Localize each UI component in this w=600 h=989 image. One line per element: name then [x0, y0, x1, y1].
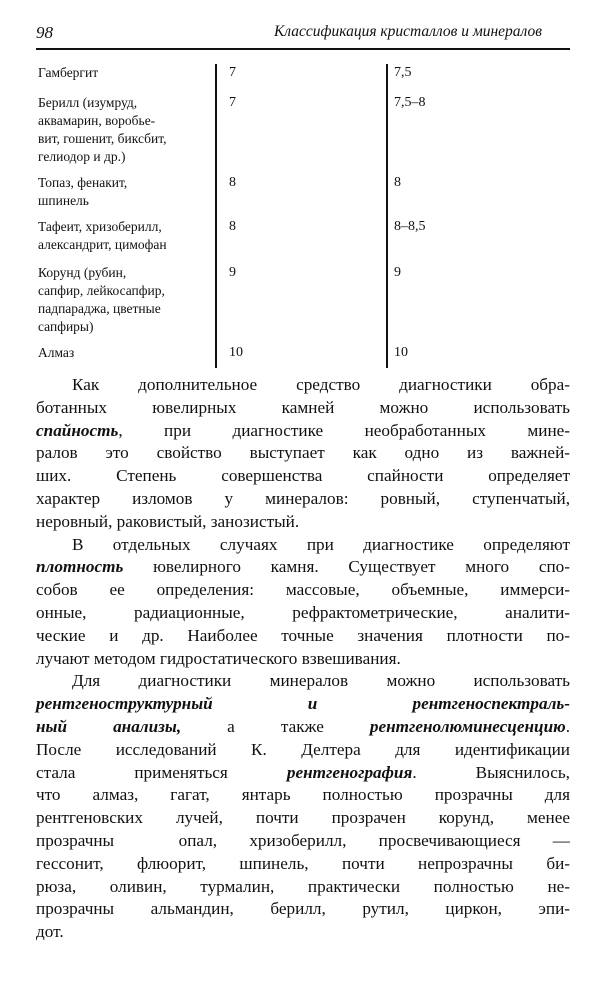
hardness-value: 8 [394, 175, 401, 190]
column-divider [386, 64, 388, 368]
mineral-name: Корунд (рубин, сапфир, лейкосапфир, падпараджа, цветные сапфиры) [38, 265, 165, 334]
term-x-ray-luminescence: рентгенолюминесценцию [369, 716, 566, 736]
text-run: лучают методом гидростатического взвешивания. [36, 648, 401, 668]
hardness-value: 7 [229, 65, 236, 80]
text-line [36, 693, 570, 716]
text-run: стала применяться [36, 762, 287, 782]
text-run: прозрачны опал, хризоберилл, просвечивающиеся — [36, 830, 570, 850]
text-run: ческие и др. Наиболее точные значения плотности по- [36, 625, 570, 645]
body-text [36, 374, 570, 944]
term-cleavage: спайность [36, 420, 119, 440]
text-line [36, 420, 570, 443]
term-x-ray-analyses-cont: ный анализы, [36, 716, 182, 736]
running-title: Классификация кристаллов и минералов [273, 23, 542, 40]
text-line [36, 488, 570, 511]
text-line [36, 579, 570, 602]
text-run: Как дополнительное средство диагностики обра- [72, 375, 570, 394]
hardness-value: 9 [394, 265, 401, 280]
column-divider [215, 64, 217, 368]
text-run: характер изломов у минералов: ровный, ступенчатый, [36, 488, 570, 508]
hardness-value: 7,5 [394, 65, 412, 80]
text-run: ботанных ювелирных камней можно использовать [36, 397, 570, 417]
text-line [36, 465, 570, 488]
text-run: а также [181, 716, 370, 736]
text-run: ралов это свойство выступает как одно из важней- [36, 443, 570, 463]
text-line [36, 807, 570, 830]
mineral-name: Берилл (изумруд, аквамарин, воробье- вит, гошенит, биксбит, гелиодор и др.) [38, 95, 167, 164]
text-run: ювелирного камня. Существует много спо- [123, 557, 570, 577]
text-line [36, 670, 570, 693]
text-line [36, 898, 570, 921]
hardness-value: 10 [229, 345, 243, 360]
text-run: рюза, оливин, турмалин, практически полностью не- [36, 876, 570, 896]
mineral-name: Алмаз [38, 345, 75, 360]
text-line [36, 853, 570, 876]
text-run: Для диагностики минералов можно использовать [72, 671, 570, 691]
hardness-value: 9 [229, 265, 236, 280]
text-run: прозрачны альмандин, берилл, рутил, циркон, эпи- [36, 899, 570, 919]
text-run: рентгеновских лучей, почти прозрачен корунд, менее [36, 808, 570, 828]
hardness-value: 7 [229, 95, 236, 110]
text-line [36, 602, 570, 625]
text-line [36, 784, 570, 807]
text-run: гессонит, флюорит, шпинель, почти непрозрачны би- [36, 853, 570, 873]
text-line [36, 648, 570, 671]
page-number: 98 [36, 23, 53, 42]
text-run: . Выяснилось, [412, 762, 570, 782]
text-line [36, 556, 570, 579]
text-run: собов ее определения: массовые, объемные, иммерси- [36, 580, 570, 600]
text-line [36, 830, 570, 853]
text-run: дот. [36, 922, 64, 942]
text-run: онные, радиационные, рефрактометрические, аналити- [36, 602, 570, 622]
text-line [36, 876, 570, 899]
hardness-table [38, 64, 568, 370]
term-x-ray-analyses: рентгеноструктурный и рентгеноспектраль- [36, 694, 570, 714]
text-line [36, 716, 570, 739]
text-run: После исследований К. Делтера для идентификации [36, 739, 570, 759]
term-density: плотность [36, 557, 124, 577]
text-line [36, 739, 570, 762]
term-radiography: рентгенография [286, 762, 413, 782]
text-run: В отдельных случаях при диагностике определяют [72, 534, 570, 554]
text-run: неровный, раковистый, занозистый. [36, 511, 300, 531]
text-line [36, 921, 570, 944]
hardness-value: 8 [229, 175, 236, 190]
text-line [36, 625, 570, 648]
text-line [36, 511, 570, 534]
text-run: . [565, 716, 570, 736]
hardness-value: 7,5–8 [394, 95, 426, 110]
mineral-name: Топаз, фенакит, шпинель [38, 175, 128, 208]
hardness-value: 8–8,5 [394, 219, 426, 234]
text-line [36, 374, 570, 397]
mineral-name: Тафеит, хризоберилл, александрит, цимофан [38, 219, 167, 252]
text-run: ших. Степень совершенства спайности определяет [36, 466, 570, 486]
text-run: что алмаз, гагат, янтарь полностью прозрачны для [36, 785, 570, 805]
text-line [36, 762, 570, 785]
hardness-value: 8 [229, 219, 236, 234]
mineral-name: Гамбергит [38, 65, 99, 80]
hardness-value: 10 [394, 345, 408, 360]
text-run: , при диагностике необработанных мине- [118, 420, 570, 440]
text-line [36, 442, 570, 465]
running-header [36, 22, 570, 50]
text-line [36, 534, 570, 557]
text-line [36, 397, 570, 420]
